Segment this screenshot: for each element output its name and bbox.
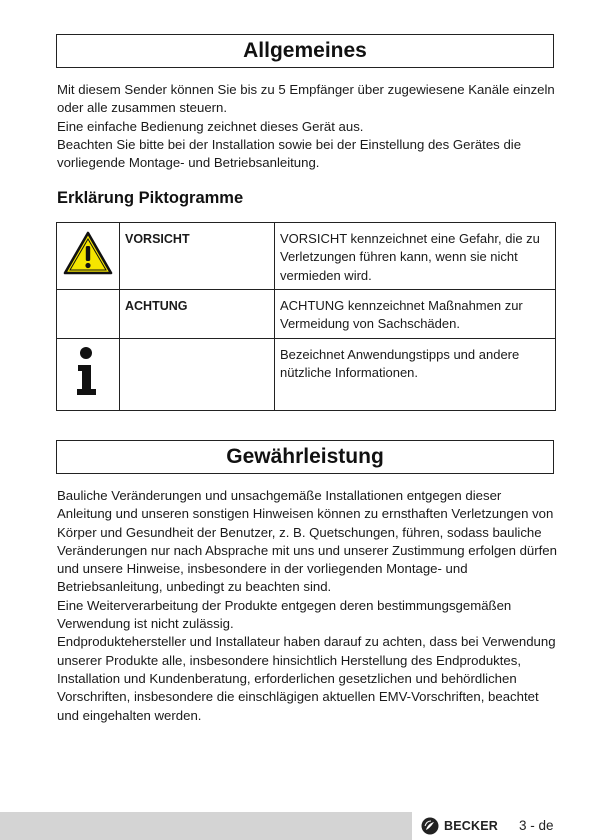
pictogram-cell xyxy=(57,290,120,339)
brand-logo xyxy=(421,816,498,836)
description-cell: ACHTUNG kennzeichnet Maßnahmen zur Vermeidung von Sachschäden. xyxy=(275,290,556,339)
table-row xyxy=(57,290,556,339)
intro-paragraph: Beachten Sie bitte bei der Installation sowie bei der Einstellung des Gerätes die vorliegende Montage- und Betriebsanleitung. xyxy=(57,136,522,171)
intro-paragraph: Eine einfache Bedienung zeichnet dieses Gerät aus. xyxy=(57,118,364,134)
brand-name: BECKER xyxy=(444,819,498,833)
signal-word: ACHTUNG xyxy=(125,299,188,313)
page-number: 3 - de xyxy=(519,818,554,833)
signal-word-cell xyxy=(120,290,275,339)
pictogram-cell xyxy=(57,339,120,411)
pictogram-heading: Erklärung Piktogramme xyxy=(57,189,244,207)
section-title-gewaehrleistung: Gewährleistung xyxy=(56,440,554,474)
intro-paragraph: Mit diesem Sender können Sie bis zu 5 Empfänger über zugewiesene Kanäle einzeln oder alle zusammen steuern. xyxy=(57,82,555,116)
warranty-text xyxy=(57,487,557,725)
table-row xyxy=(57,339,556,411)
becker-logo-icon xyxy=(421,817,439,835)
pictogram-cell xyxy=(57,223,120,290)
footer-bar xyxy=(0,812,412,840)
warranty-paragraph: Eine Weiterverarbeitung der Produkte entgegen deren bestimmungsgemäßen Verwendung ist nicht zulässig. xyxy=(57,597,512,632)
pictogram-table xyxy=(56,222,556,411)
section-title-allgemeines: Allgemeines xyxy=(56,34,554,68)
description-cell: VORSICHT kennzeichnet eine Gefahr, die zu Verletzungen führen kann, wenn sie nicht vermieden wird. xyxy=(275,223,556,290)
signal-word-cell xyxy=(120,339,275,411)
table-row xyxy=(57,223,556,290)
signal-word: VORSICHT xyxy=(125,232,190,246)
warning-triangle-icon xyxy=(63,231,113,275)
intro-text xyxy=(57,81,557,172)
warranty-paragraph: Bauliche Veränderungen und unsachgemäße Installationen entgegen dieser Anleitung und unseren sonstigen Hinweisen können zu ernsthaften Verletzungen von Körper und Gesundheit der Benutzer, z. B. Quetschungen, führen, sodass bauliche Veränderungen nur nach Absprache mit uns und unserer Zustimmung erfolgen dürfen und unsere Hinweise, insbesondere in der vorliegenden Montage- und Betriebsanleitung, unbedingt zu beachten sind. xyxy=(57,488,557,595)
info-icon xyxy=(74,345,102,399)
warranty-paragraph: Endproduktehersteller und Installateur haben darauf zu achten, dass bei Verwendung unserer Produkte alle, insbesondere hinsichtlich Herstellung des Endproduktes, Installation und Kundenberatung, erforderlichen gesetzlichen und behördlichen Vorschriften, insbesondere die einschlägigen aktuellen EMV-Vorschriften, beachtet und eingehalten werden. xyxy=(57,634,556,723)
description-cell: Bezeichnet Anwendungstipps und andere nützliche Informationen. xyxy=(275,339,556,411)
signal-word-cell xyxy=(120,223,275,290)
